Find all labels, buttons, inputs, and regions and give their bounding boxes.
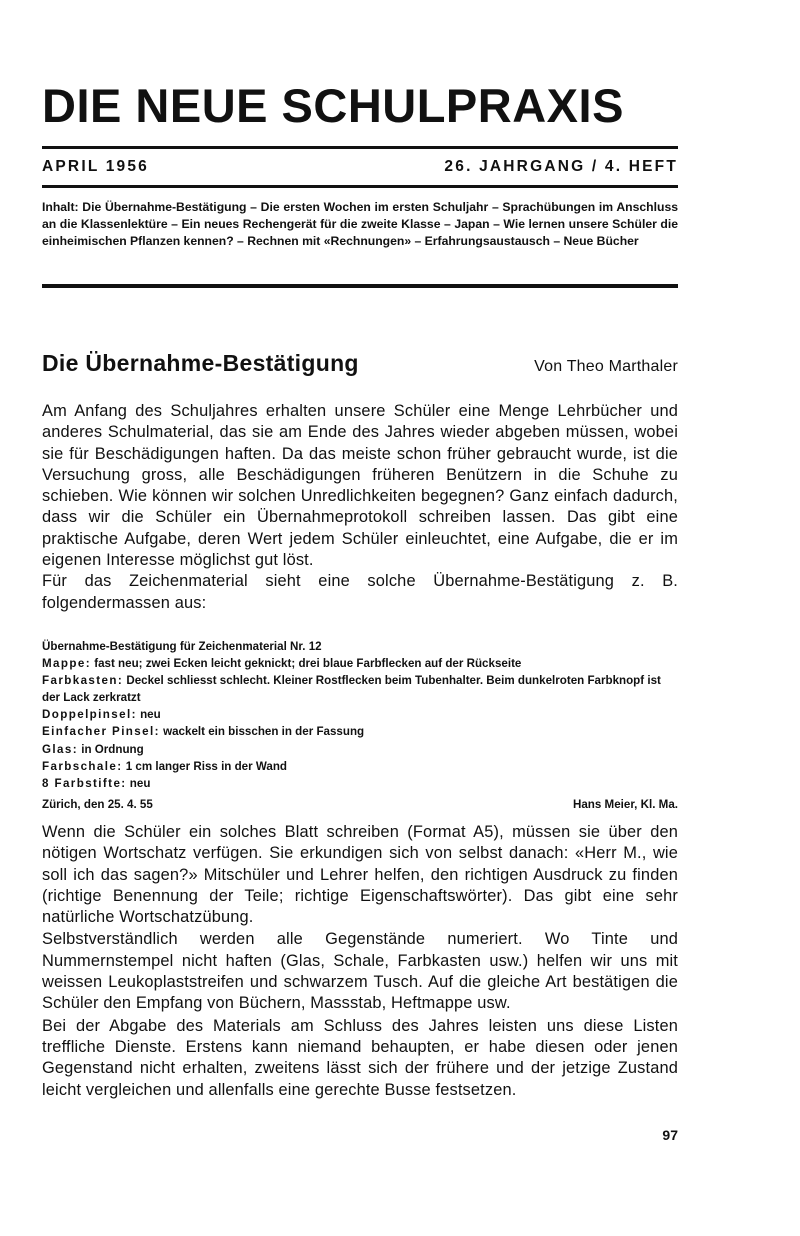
sample-confirmation bbox=[42, 638, 678, 813]
contents-label: Inhalt: bbox=[42, 200, 79, 214]
paragraph: Für das Zeichenmaterial sieht eine solche Übernahme-Bestätigung z. B. folgendermassen aus: bbox=[42, 572, 678, 612]
contents-rule-bottom bbox=[42, 284, 678, 288]
paragraph: Selbstverständlich werden alle Gegenstände numeriert. Wo Tinte und Nummernstempel nicht haften (Glas, Schale, Farbkasten usw.) helfen wir uns mit weissen Leukoplaststreifen und schwarzem Tusch. Auf die gleiche Art bestätigen die Schüler den Empfang von Büchern, Massstab, Heftmappe usw. bbox=[42, 930, 678, 1013]
sample-item: 8 Farbstifte: neu bbox=[42, 776, 151, 790]
table-of-contents bbox=[42, 199, 678, 250]
sample-signature: Hans Meier, Kl. Ma. bbox=[572, 797, 678, 811]
article-header bbox=[42, 350, 678, 384]
masthead-title: DIE NEUE SCHULPRAXIS bbox=[42, 79, 624, 132]
sample-item: Einfacher Pinsel: wackelt ein bisschen in der Fassung bbox=[42, 725, 365, 739]
sample-item: Doppelpinsel: neu bbox=[42, 708, 161, 722]
issue-line bbox=[42, 155, 678, 179]
sample-item: Farbkasten: Deckel schliesst schlecht. Kleiner Rostflecken beim Tubenhalter. Beim dunkelroten Farbknopf ist der Lack zerkratzt bbox=[42, 674, 661, 705]
masthead-rule-middle bbox=[42, 185, 678, 188]
article-intro bbox=[42, 401, 678, 614]
article-author: Von Theo Marthaler bbox=[534, 358, 678, 375]
article-title: Die Übernahme-Bestätigung bbox=[42, 350, 359, 376]
paragraph: Bei der Abgabe des Materials am Schluss des Jahres leisten uns diese Listen treffliche Dienste. Erstens kann niemand behaupten, er habe diesen oder jenen Gegenstand nicht erhalten, zweitens lässt sich der frühere und der jetzige Zustand leicht vergleichen und allenfalls eine gerechte Busse festsetzen. bbox=[42, 1016, 678, 1099]
sample-item: Glas: in Ordnung bbox=[42, 742, 144, 756]
sample-signature-line bbox=[42, 796, 678, 813]
article-closing bbox=[42, 822, 678, 1101]
sample-place-date: Zürich, den 25. 4. 55 bbox=[42, 797, 153, 811]
masthead-rule-top bbox=[42, 146, 678, 149]
contents-text: Die Übernahme-Bestätigung – Die ersten Wochen im ersten Schuljahr – Sprachübungen im Anschluss an die Klassenlektüre – Ein neues Rechengerät für die zweite Klasse – Japan – Wie lernen unsere Schüler die einheimischen Pflanzen kennen? – Rechnen mit «Rechnungen» – Erfahrungsaustausch – Neue Bücher bbox=[42, 200, 679, 248]
paragraph: Wenn die Schüler ein solches Blatt schreiben (Format A5), müssen sie über den nötigen Wortschatz verfügen. Sie erkundigen sich von selbst danach: «Herr M., wie soll ich das sagen?» Mitschüler und Lehrer helfen, den richtigen Ausdruck zu finden (richtige Benennung der Teile; richtige Eigenschaftswörter). Das gibt eine sehr natürliche Wortschatzübung. bbox=[42, 823, 678, 927]
sample-item: Farbschale: 1 cm langer Riss in der Wand bbox=[42, 759, 287, 773]
issue-date: APRIL 1956 bbox=[42, 158, 150, 175]
volume-issue: 26. JAHRGANG / 4. HEFT bbox=[444, 158, 678, 175]
sample-heading: Übernahme-Bestätigung für Zeichenmaterial Nr. 12 bbox=[42, 640, 322, 653]
sample-item: Mappe: fast neu; zwei Ecken leicht geknickt; drei blaue Farbflecken auf der Rückseite bbox=[42, 657, 522, 671]
page-number: 97 bbox=[662, 1127, 678, 1143]
paragraph: Am Anfang des Schuljahres erhalten unsere Schüler eine Menge Lehrbücher und anderes Schulmaterial, das sie am Ende des Jahres wieder abgeben müssen, wobei sie für Beschädigungen haften. Da das meiste schon früher gebraucht wurde, ist die Versuchung gross, alle Beschädigungen früheren Benützern in die Schuhe zu schieben. Wie können wir solchen Unredlichkeiten begegnen? Ganz einfach dadurch, dass wir die Schüler ein Übernahmeprotokoll schreiben lassen. Das gibt eine praktische Aufgabe, deren Wert jedem Schüler einleuchtet, eine Aufgabe, die er im eigenen Interesse möglichst gut löst. bbox=[42, 402, 678, 570]
